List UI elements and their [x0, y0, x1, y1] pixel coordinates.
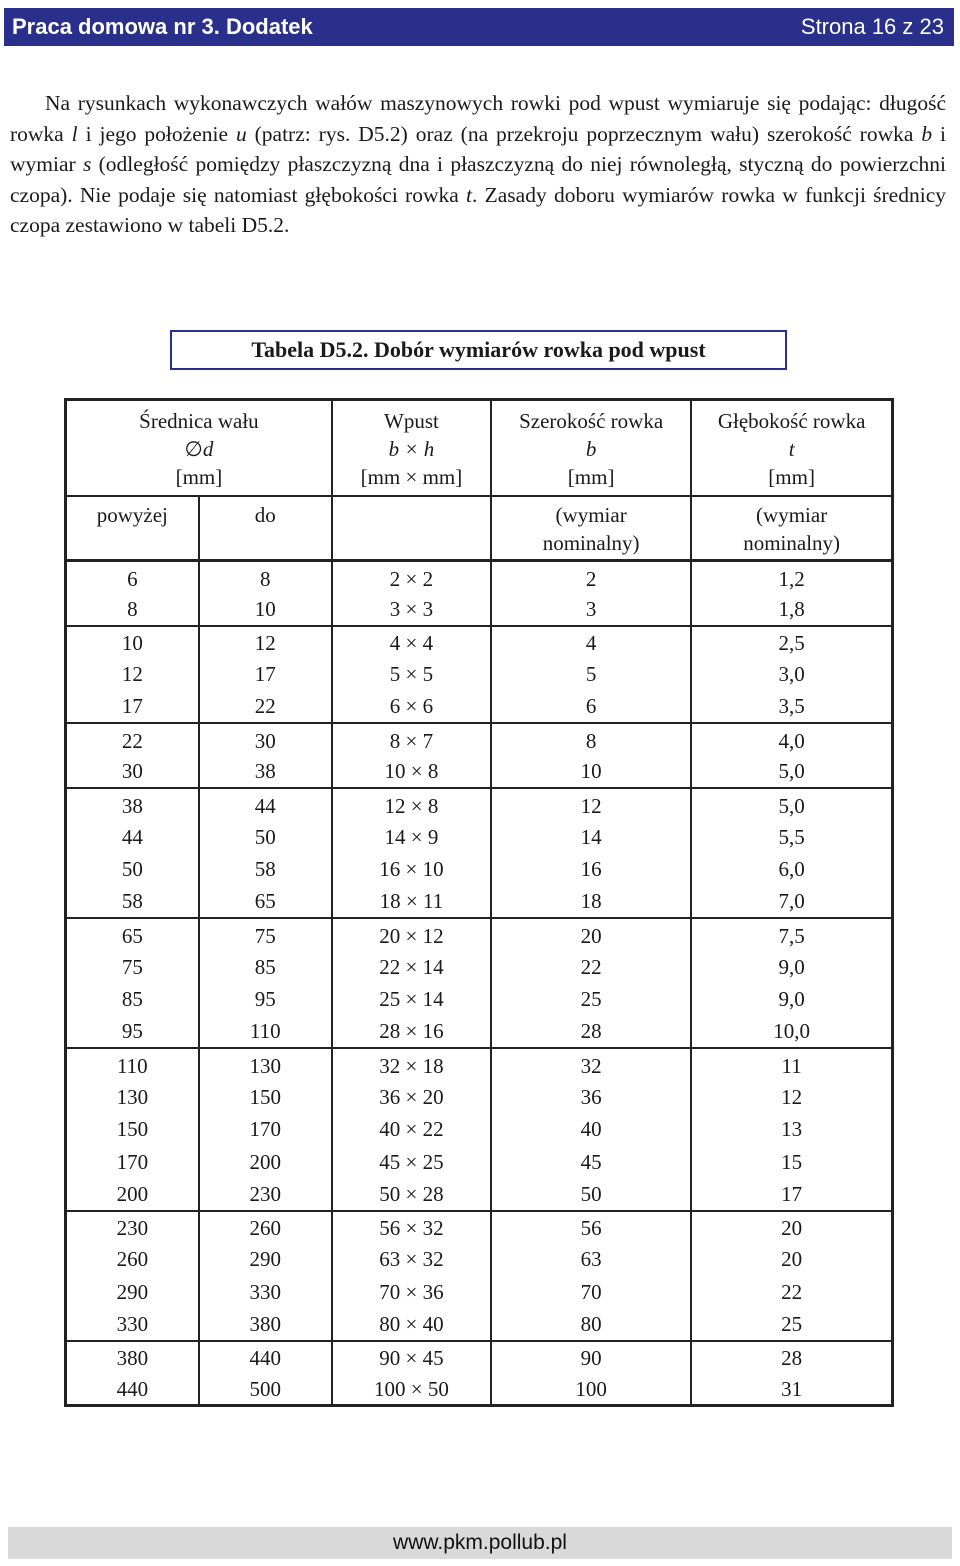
table-row [66, 951, 893, 984]
cell-key: 2 × 2 [332, 561, 491, 594]
cell-width: 28 [491, 1016, 691, 1049]
cell-to: 330 [199, 1276, 332, 1309]
table-caption: Tabela D5.2. Dobór wymiarów rowka pod wpust [170, 330, 787, 370]
table-row [66, 918, 893, 951]
cell-to: 110 [199, 1016, 332, 1049]
cell-depth: 11 [691, 1048, 892, 1081]
table-row [66, 1276, 893, 1309]
cell-depth: 28 [691, 1341, 892, 1374]
header-depth: Głębokość rowka t [mm] [691, 400, 892, 497]
cell-width: 22 [491, 951, 691, 984]
cell-to: 85 [199, 951, 332, 984]
cell-width: 4 [491, 626, 691, 659]
header-depth-nominal: (wymiar nominalny) [691, 496, 892, 561]
cell-above: 260 [66, 1243, 199, 1276]
cell-key: 5 × 5 [332, 658, 491, 691]
cell-depth: 5,0 [691, 788, 892, 821]
cell-to: 440 [199, 1341, 332, 1374]
diameter-icon: ∅ [184, 437, 203, 461]
table-row-group [66, 561, 893, 626]
cell-width: 100 [491, 1373, 691, 1406]
cell-to: 17 [199, 658, 332, 691]
table-subheader-row [66, 496, 893, 561]
cell-to: 130 [199, 1048, 332, 1081]
cell-above: 6 [66, 561, 199, 594]
table-row-group [66, 918, 893, 1048]
cell-to: 44 [199, 788, 332, 821]
cell-to: 22 [199, 691, 332, 724]
cell-to: 10 [199, 593, 332, 626]
cell-above: 380 [66, 1341, 199, 1374]
cell-above: 440 [66, 1373, 199, 1406]
table-row [66, 756, 893, 789]
header-width: Szerokość rowka b [mm] [491, 400, 691, 497]
table-row [66, 723, 893, 756]
cell-key: 50 × 28 [332, 1178, 491, 1211]
cell-width: 32 [491, 1048, 691, 1081]
cell-key: 18 × 11 [332, 886, 491, 919]
cell-width: 36 [491, 1081, 691, 1114]
cell-above: 290 [66, 1276, 199, 1309]
cell-width: 2 [491, 561, 691, 594]
cell-depth: 7,5 [691, 918, 892, 951]
cell-width: 70 [491, 1276, 691, 1309]
cell-to: 65 [199, 886, 332, 919]
cell-to: 30 [199, 723, 332, 756]
cell-key: 16 × 10 [332, 853, 491, 886]
table-row [66, 853, 893, 886]
cell-above: 50 [66, 853, 199, 886]
cell-key: 40 × 22 [332, 1113, 491, 1146]
cell-above: 75 [66, 951, 199, 984]
cell-depth: 20 [691, 1243, 892, 1276]
cell-to: 95 [199, 983, 332, 1016]
cell-width: 50 [491, 1178, 691, 1211]
page-number: Strona 16 z 23 [800, 14, 944, 39]
cell-above: 110 [66, 1048, 199, 1081]
cell-above: 85 [66, 983, 199, 1016]
table-row [66, 788, 893, 821]
cell-width: 16 [491, 853, 691, 886]
table-row [66, 886, 893, 919]
cell-depth: 5,0 [691, 756, 892, 789]
symbol-l: l [71, 121, 78, 146]
cell-to: 380 [199, 1308, 332, 1341]
cell-depth: 1,2 [691, 561, 892, 594]
intro-text-1: Na rysunkach wykonawczych wałów maszynowych rowki pod wpust wymiaruje się podając: długość rowka [10, 91, 946, 146]
table-row [66, 658, 893, 691]
cell-key: 70 × 36 [332, 1276, 491, 1309]
cell-depth: 3,5 [691, 691, 892, 724]
cell-key: 36 × 20 [332, 1081, 491, 1114]
cell-to: 170 [199, 1113, 332, 1146]
cell-depth: 5,5 [691, 821, 892, 854]
header-key: Wpust b × h [mm × mm] [332, 400, 491, 497]
cell-key: 12 × 8 [332, 788, 491, 821]
table-row-group [66, 1048, 893, 1211]
cell-key: 63 × 32 [332, 1243, 491, 1276]
intro-text-5: (odległość pomiędzy płaszczyzną dna i płaszczyzną do niej równoległą, styczną do powierzchni czopa). Nie podaje się natomiast głębokości rowka [10, 152, 946, 207]
cell-width: 56 [491, 1211, 691, 1244]
cell-key: 90 × 45 [332, 1341, 491, 1374]
cell-width: 18 [491, 886, 691, 919]
cell-above: 30 [66, 756, 199, 789]
cell-depth: 13 [691, 1113, 892, 1146]
cell-depth: 12 [691, 1081, 892, 1114]
header-to: do [199, 496, 332, 561]
cell-width: 40 [491, 1113, 691, 1146]
cell-width: 6 [491, 691, 691, 724]
cell-depth: 31 [691, 1373, 892, 1406]
cell-to: 260 [199, 1211, 332, 1244]
symbol-s: s [82, 152, 92, 176]
table-row [66, 1178, 893, 1211]
cell-depth: 20 [691, 1211, 892, 1244]
cell-to: 8 [199, 561, 332, 594]
table-row [66, 1113, 893, 1146]
cell-above: 17 [66, 691, 199, 724]
cell-to: 50 [199, 821, 332, 854]
cell-depth: 9,0 [691, 951, 892, 984]
cell-key: 56 × 32 [332, 1211, 491, 1244]
cell-key: 100 × 50 [332, 1373, 491, 1406]
table-row [66, 561, 893, 594]
cell-depth: 15 [691, 1146, 892, 1179]
cell-above: 8 [66, 593, 199, 626]
document-title: Praca domowa nr 3. Dodatek [12, 14, 313, 39]
cell-depth: 2,5 [691, 626, 892, 659]
table-row-group [66, 1211, 893, 1341]
cell-above: 150 [66, 1113, 199, 1146]
table-row [66, 691, 893, 724]
table-row [66, 1373, 893, 1406]
cell-width: 25 [491, 983, 691, 1016]
cell-depth: 6,0 [691, 853, 892, 886]
cell-depth: 25 [691, 1308, 892, 1341]
table-row [66, 1211, 893, 1244]
cell-key: 32 × 18 [332, 1048, 491, 1081]
cell-above: 44 [66, 821, 199, 854]
table-row [66, 1048, 893, 1081]
cell-to: 290 [199, 1243, 332, 1276]
intro-text-4: i wymiar [10, 121, 946, 176]
table-row [66, 1341, 893, 1374]
table-row [66, 1243, 893, 1276]
table-row-group [66, 626, 893, 724]
header-diameter: Średnica wału ∅d [mm] [66, 400, 332, 497]
cell-above: 200 [66, 1178, 199, 1211]
table-row-group [66, 723, 893, 788]
cell-width: 10 [491, 756, 691, 789]
cell-key: 6 × 6 [332, 691, 491, 724]
cell-above: 170 [66, 1146, 199, 1179]
cell-key: 25 × 14 [332, 983, 491, 1016]
cell-width: 3 [491, 593, 691, 626]
cell-width: 63 [491, 1243, 691, 1276]
cell-to: 75 [199, 918, 332, 951]
cell-key: 3 × 3 [332, 593, 491, 626]
cell-above: 130 [66, 1081, 199, 1114]
cell-above: 330 [66, 1308, 199, 1341]
table-row [66, 983, 893, 1016]
cell-width: 5 [491, 658, 691, 691]
table-row [66, 821, 893, 854]
table-header-row [66, 400, 893, 497]
cell-depth: 10,0 [691, 1016, 892, 1049]
cell-above: 58 [66, 886, 199, 919]
cell-width: 8 [491, 723, 691, 756]
cell-key: 22 × 14 [332, 951, 491, 984]
cell-to: 200 [199, 1146, 332, 1179]
cell-above: 10 [66, 626, 199, 659]
cell-width: 12 [491, 788, 691, 821]
cell-key: 80 × 40 [332, 1308, 491, 1341]
cell-above: 230 [66, 1211, 199, 1244]
cell-depth: 4,0 [691, 723, 892, 756]
symbol-b: b [921, 121, 933, 146]
cell-key: 14 × 9 [332, 821, 491, 854]
cell-width: 90 [491, 1341, 691, 1374]
cell-above: 95 [66, 1016, 199, 1049]
header-above: powyżej [66, 496, 199, 561]
cell-width: 80 [491, 1308, 691, 1341]
cell-above: 22 [66, 723, 199, 756]
header-width-nominal: (wymiar nominalny) [491, 496, 691, 561]
cell-above: 12 [66, 658, 199, 691]
cell-to: 58 [199, 853, 332, 886]
cell-width: 45 [491, 1146, 691, 1179]
cell-above: 38 [66, 788, 199, 821]
page-header [4, 8, 954, 46]
cell-depth: 9,0 [691, 983, 892, 1016]
table-row [66, 1016, 893, 1049]
cell-width: 14 [491, 821, 691, 854]
cell-key: 20 × 12 [332, 918, 491, 951]
symbol-t: t [466, 182, 473, 207]
cell-to: 500 [199, 1373, 332, 1406]
cell-to: 150 [199, 1081, 332, 1114]
intro-text-2: i jego położenie [77, 121, 236, 146]
page-footer: www.pkm.pollub.pl [8, 1527, 952, 1559]
header-key-sub [332, 496, 491, 561]
table-row [66, 1081, 893, 1114]
cell-depth: 17 [691, 1178, 892, 1211]
cell-depth: 7,0 [691, 886, 892, 919]
intro-text-6: . Zasady doboru wymiarów rowka w funkcji średnicy czopa zestawiono w tabeli D5.2. [10, 182, 946, 237]
cell-key: 4 × 4 [332, 626, 491, 659]
cell-to: 12 [199, 626, 332, 659]
table-row-group [66, 788, 893, 918]
cell-key: 45 × 25 [332, 1146, 491, 1179]
intro-paragraph [10, 88, 946, 241]
cell-width: 20 [491, 918, 691, 951]
table-row [66, 1308, 893, 1341]
cell-key: 8 × 7 [332, 723, 491, 756]
table-row [66, 1146, 893, 1179]
cell-depth: 1,8 [691, 593, 892, 626]
symbol-u: u [235, 121, 247, 146]
cell-to: 230 [199, 1178, 332, 1211]
cell-above: 65 [66, 918, 199, 951]
table-row-group [66, 1341, 893, 1406]
cell-key: 10 × 8 [332, 756, 491, 789]
cell-key: 28 × 16 [332, 1016, 491, 1049]
intro-text-3: (patrz: rys. D5.2) oraz (na przekroju poprzecznym wału) szerokość rowka [246, 121, 922, 146]
table-row [66, 593, 893, 626]
cell-depth: 3,0 [691, 658, 892, 691]
cell-to: 38 [199, 756, 332, 789]
table-row [66, 626, 893, 659]
cell-depth: 22 [691, 1276, 892, 1309]
keyway-table [64, 398, 894, 1407]
